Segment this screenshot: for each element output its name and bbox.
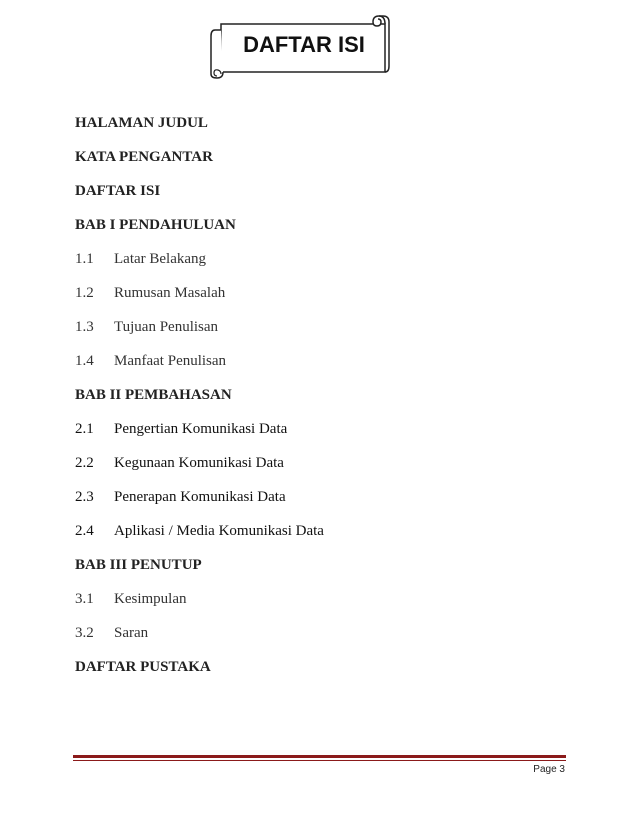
footer-divider [73,755,566,758]
toc-heading[interactable]: BAB I PENDAHULUAN [75,216,236,233]
toc-entry-label: Rumusan Masalah [114,284,226,301]
toc-entry-number: 3.1 [75,590,94,607]
toc-entry[interactable] [75,412,575,446]
toc-entry-number: 2.3 [75,488,94,505]
toc-heading[interactable]: BAB III PENUTUP [75,556,202,573]
toc-entry[interactable] [75,446,575,480]
toc-entry[interactable] [75,514,575,548]
toc-entry-number: 2.4 [75,522,94,539]
toc-entry[interactable] [75,276,575,310]
toc-entry-label: Aplikasi / Media Komunikasi Data [114,522,324,539]
toc-heading[interactable]: BAB II PEMBAHASAN [75,386,232,403]
toc-entry-label: Kegunaan Komunikasi Data [114,454,284,471]
toc-heading[interactable]: HALAMAN JUDUL [75,114,208,131]
page-number: Page 3 [533,764,565,775]
toc-entry[interactable] [75,616,575,650]
toc-entry-label: Tujuan Penulisan [114,318,219,335]
toc-entry-number: 1.3 [75,318,94,335]
toc-entry-label: Latar Belakang [114,250,207,267]
toc-heading[interactable]: DAFTAR ISI [75,182,161,199]
toc-entry-label: Pengertian Komunikasi Data [114,420,288,437]
title-banner [209,10,392,80]
toc-entry[interactable] [75,344,575,378]
toc-entry-number: 2.2 [75,454,94,471]
table-of-contents [75,106,575,684]
toc-entry-label: Penerapan Komunikasi Data [114,488,286,505]
toc-entry-label: Saran [114,624,149,641]
toc-entry[interactable] [75,582,575,616]
toc-heading[interactable]: DAFTAR PUSTAKA [75,658,211,675]
toc-entry-number: 3.2 [75,624,94,641]
toc-entry[interactable] [75,310,575,344]
toc-entry-label: Kesimpulan [114,590,187,607]
toc-entry-number: 1.1 [75,250,94,267]
toc-heading[interactable]: KATA PENGANTAR [75,148,213,165]
document-title: DAFTAR ISI [243,32,365,57]
toc-entry[interactable] [75,480,575,514]
toc-entry-label: Manfaat Penulisan [114,352,227,369]
footer-divider-thin [73,760,566,761]
toc-entry-number: 2.1 [75,420,94,437]
toc-entry-number: 1.2 [75,284,94,301]
toc-entry-number: 1.4 [75,352,94,369]
toc-entry[interactable] [75,242,575,276]
